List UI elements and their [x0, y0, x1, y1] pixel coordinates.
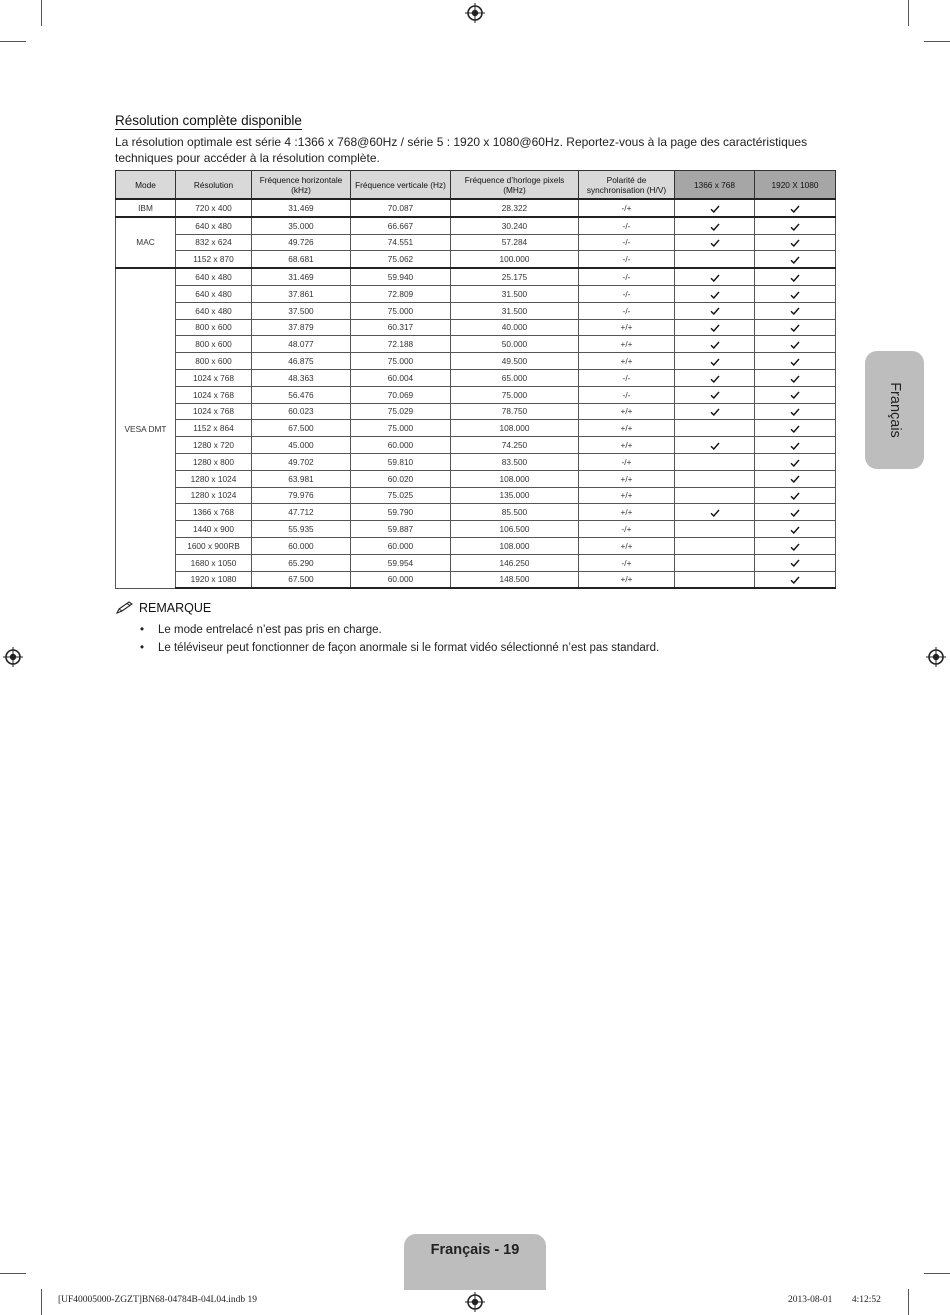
table-row: [116, 268, 836, 285]
cell-support-1366x768: [675, 386, 755, 403]
cell-resolution: 640 x 480: [176, 268, 252, 285]
checkmark-icon: [710, 391, 720, 399]
cell-sync-polarity: +/+: [579, 319, 675, 336]
table-row: [116, 571, 836, 588]
header-horizontal-frequency: Fréquence horizontale (kHz): [252, 171, 351, 200]
cell-resolution: 640 x 480: [176, 285, 252, 302]
cell-horizontal-frequency: 45.000: [252, 437, 351, 454]
table-row: [116, 386, 836, 403]
table-header-row: [116, 171, 836, 200]
checkmark-icon: [790, 543, 800, 551]
cell-support-1920x1080: [755, 470, 836, 487]
cell-sync-polarity: +/+: [579, 537, 675, 554]
cell-support-1366x768: [675, 554, 755, 571]
cell-sync-polarity: -/-: [579, 302, 675, 319]
header-1920x1080: 1920 X 1080: [755, 171, 836, 200]
cell-horizontal-frequency: 49.702: [252, 453, 351, 470]
cell-horizontal-frequency: 31.469: [252, 199, 351, 217]
cell-pixel-clock: 30.240: [451, 217, 579, 234]
checkmark-icon: [790, 492, 800, 500]
cell-pixel-clock: 135.000: [451, 487, 579, 504]
table-row: [116, 369, 836, 386]
cell-vertical-frequency: 72.809: [351, 285, 451, 302]
cell-sync-polarity: -/+: [579, 554, 675, 571]
cell-resolution: 1280 x 1024: [176, 487, 252, 504]
cell-resolution: 1366 x 768: [176, 504, 252, 521]
cell-horizontal-frequency: 49.726: [252, 234, 351, 251]
cell-support-1920x1080: [755, 504, 836, 521]
cell-resolution: 1152 x 864: [176, 420, 252, 437]
checkmark-icon: [790, 358, 800, 366]
cell-support-1366x768: [675, 453, 755, 470]
cell-support-1366x768: [675, 199, 755, 217]
checkmark-icon: [790, 576, 800, 584]
cell-horizontal-frequency: 48.363: [252, 369, 351, 386]
cell-support-1366x768: [675, 437, 755, 454]
cell-pixel-clock: 25.175: [451, 268, 579, 285]
cell-support-1366x768: [675, 470, 755, 487]
table-row: [116, 420, 836, 437]
table-row: [116, 302, 836, 319]
bullet: •: [140, 624, 145, 636]
cell-resolution: 800 x 600: [176, 336, 252, 353]
table-row: [116, 470, 836, 487]
checkmark-icon: [790, 341, 800, 349]
note-item: [140, 621, 659, 639]
cell-sync-polarity: +/+: [579, 487, 675, 504]
bullet: •: [140, 642, 145, 654]
cell-support-1366x768: [675, 537, 755, 554]
cell-support-1920x1080: [755, 234, 836, 251]
cell-support-1920x1080: [755, 369, 836, 386]
cell-resolution: 800 x 600: [176, 353, 252, 370]
table-row: [116, 285, 836, 302]
cell-pixel-clock: 106.500: [451, 521, 579, 538]
cell-horizontal-frequency: 48.077: [252, 336, 351, 353]
table-row: [116, 336, 836, 353]
table-row: [116, 504, 836, 521]
cell-support-1366x768: [675, 285, 755, 302]
registration-mark-icon: [926, 647, 946, 667]
cell-support-1920x1080: [755, 268, 836, 285]
cell-horizontal-frequency: 56.476: [252, 386, 351, 403]
cell-horizontal-frequency: 31.469: [252, 268, 351, 285]
cell-support-1920x1080: [755, 537, 836, 554]
cell-support-1920x1080: [755, 521, 836, 538]
cell-support-1366x768: [675, 217, 755, 234]
crop-mark: [908, 0, 909, 26]
cell-pixel-clock: 74.250: [451, 437, 579, 454]
header-resolution: Résolution: [176, 171, 252, 200]
cell-mode: MAC: [116, 217, 176, 268]
table-row: [116, 234, 836, 251]
cell-sync-polarity: +/+: [579, 571, 675, 588]
cell-support-1366x768: [675, 353, 755, 370]
cell-vertical-frequency: 75.062: [351, 251, 451, 268]
cell-resolution: 1280 x 720: [176, 437, 252, 454]
cell-horizontal-frequency: 68.681: [252, 251, 351, 268]
cell-horizontal-frequency: 37.500: [252, 302, 351, 319]
cell-sync-polarity: -/+: [579, 453, 675, 470]
cell-support-1920x1080: [755, 437, 836, 454]
cell-support-1920x1080: [755, 302, 836, 319]
cell-vertical-frequency: 74.551: [351, 234, 451, 251]
checkmark-icon: [790, 256, 800, 264]
table-row: [116, 554, 836, 571]
cell-resolution: 1024 x 768: [176, 369, 252, 386]
checkmark-icon: [710, 223, 720, 231]
intro-text: La résolution optimale est série 4 :1366 x 768@60Hz / série 5 : 1920 x 1080@60Hz. Reportez-vous à la page des caractéristiques techniques pour accéder à la résolution complète.: [115, 135, 808, 165]
cell-support-1920x1080: [755, 217, 836, 234]
cell-sync-polarity: +/+: [579, 504, 675, 521]
cell-support-1920x1080: [755, 571, 836, 588]
crop-mark: [924, 41, 950, 42]
cell-vertical-frequency: 75.000: [351, 420, 451, 437]
cell-support-1366x768: [675, 571, 755, 588]
note-item: [140, 639, 659, 657]
cell-support-1920x1080: [755, 420, 836, 437]
table-row: [116, 199, 836, 217]
checkmark-icon: [710, 358, 720, 366]
crop-mark: [0, 41, 26, 42]
table-row: [116, 353, 836, 370]
checkmark-icon: [790, 223, 800, 231]
cell-pixel-clock: 31.500: [451, 285, 579, 302]
cell-horizontal-frequency: 60.000: [252, 537, 351, 554]
cell-support-1366x768: [675, 302, 755, 319]
cell-vertical-frequency: 60.000: [351, 571, 451, 588]
note-heading: [115, 601, 211, 615]
cell-support-1366x768: [675, 251, 755, 268]
cell-resolution: 1680 x 1050: [176, 554, 252, 571]
cell-vertical-frequency: 59.810: [351, 453, 451, 470]
cell-support-1366x768: [675, 234, 755, 251]
checkmark-icon: [710, 375, 720, 383]
cell-vertical-frequency: 70.087: [351, 199, 451, 217]
header-pixel-clock: Fréquence d’horloge pixels (MHz): [451, 171, 579, 200]
checkmark-icon: [790, 239, 800, 247]
cell-vertical-frequency: 60.317: [351, 319, 451, 336]
cell-horizontal-frequency: 79.976: [252, 487, 351, 504]
checkmark-icon: [790, 442, 800, 450]
cell-sync-polarity: +/+: [579, 420, 675, 437]
cell-support-1920x1080: [755, 554, 836, 571]
header-sync-polarity: Polarité de synchronisation (H/V): [579, 171, 675, 200]
cell-pixel-clock: 28.322: [451, 199, 579, 217]
checkmark-icon: [790, 324, 800, 332]
cell-vertical-frequency: 66.667: [351, 217, 451, 234]
cell-resolution: 720 x 400: [176, 199, 252, 217]
cell-pixel-clock: 49.500: [451, 353, 579, 370]
registration-mark-icon: [3, 647, 23, 667]
crop-mark: [908, 1289, 909, 1315]
cell-mode: VESA DMT: [116, 268, 176, 588]
checkmark-icon: [710, 341, 720, 349]
note-text: Le téléviseur peut fonctionner de façon anormale si le format vidéo sélectionné n’est pas standard.: [158, 642, 660, 654]
cell-vertical-frequency: 75.025: [351, 487, 451, 504]
cell-pixel-clock: 85.500: [451, 504, 579, 521]
cell-pixel-clock: 40.000: [451, 319, 579, 336]
cell-horizontal-frequency: 67.500: [252, 420, 351, 437]
checkmark-icon: [790, 291, 800, 299]
cell-pixel-clock: 146.250: [451, 554, 579, 571]
cell-horizontal-frequency: 63.981: [252, 470, 351, 487]
cell-vertical-frequency: 59.954: [351, 554, 451, 571]
cell-horizontal-frequency: 65.290: [252, 554, 351, 571]
cell-horizontal-frequency: 35.000: [252, 217, 351, 234]
note-text: Le mode entrelacé n’est pas pris en charge.: [158, 624, 382, 636]
checkmark-icon: [790, 274, 800, 282]
crop-mark: [41, 1289, 42, 1315]
checkmark-icon: [710, 239, 720, 247]
crop-mark: [41, 0, 42, 26]
cell-pixel-clock: 108.000: [451, 420, 579, 437]
cell-resolution: 1280 x 800: [176, 453, 252, 470]
cell-sync-polarity: -/-: [579, 386, 675, 403]
resolution-table: [115, 170, 836, 589]
page-number-tab: [404, 1234, 546, 1290]
registration-mark-icon: [465, 3, 485, 23]
checkmark-icon: [710, 442, 720, 450]
table-row: [116, 537, 836, 554]
cell-resolution: 640 x 480: [176, 302, 252, 319]
cell-pixel-clock: 148.500: [451, 571, 579, 588]
checkmark-icon: [710, 205, 720, 213]
cell-sync-polarity: +/+: [579, 336, 675, 353]
cell-pixel-clock: 57.284: [451, 234, 579, 251]
cell-horizontal-frequency: 47.712: [252, 504, 351, 521]
checkmark-icon: [790, 526, 800, 534]
table-body: [116, 199, 836, 588]
cell-resolution: 640 x 480: [176, 217, 252, 234]
cell-resolution: 1280 x 1024: [176, 470, 252, 487]
cell-resolution: 1152 x 870: [176, 251, 252, 268]
cell-pixel-clock: 31.500: [451, 302, 579, 319]
checkmark-icon: [790, 307, 800, 315]
cell-support-1920x1080: [755, 353, 836, 370]
cell-support-1366x768: [675, 403, 755, 420]
page-number-label: Français - 19: [430, 1242, 520, 1258]
cell-sync-polarity: -/-: [579, 251, 675, 268]
table-row: [116, 319, 836, 336]
cell-support-1920x1080: [755, 251, 836, 268]
cell-resolution: 1600 x 900RB: [176, 537, 252, 554]
cell-horizontal-frequency: 60.023: [252, 403, 351, 420]
cell-pixel-clock: 65.000: [451, 369, 579, 386]
note-list: [140, 621, 659, 657]
checkmark-icon: [710, 324, 720, 332]
cell-sync-polarity: -/-: [579, 234, 675, 251]
cell-sync-polarity: -/-: [579, 217, 675, 234]
language-side-tab-label: Français: [886, 382, 903, 438]
table-row: [116, 251, 836, 268]
crop-mark: [0, 1273, 26, 1274]
cell-vertical-frequency: 75.000: [351, 302, 451, 319]
footer-timestamp: 2013-08-01 ￿￿ 4:12:52: [788, 1295, 881, 1305]
cell-resolution: 800 x 600: [176, 319, 252, 336]
pencil-icon: [115, 601, 135, 615]
cell-sync-polarity: -/+: [579, 199, 675, 217]
cell-pixel-clock: 83.500: [451, 453, 579, 470]
table-row: [116, 521, 836, 538]
cell-sync-polarity: +/+: [579, 437, 675, 454]
cell-resolution: 832 x 624: [176, 234, 252, 251]
cell-support-1920x1080: [755, 285, 836, 302]
crop-mark: [924, 1273, 950, 1274]
cell-vertical-frequency: 60.000: [351, 437, 451, 454]
cell-sync-polarity: -/-: [579, 285, 675, 302]
section-title: Résolution complète disponible: [115, 113, 302, 128]
cell-vertical-frequency: 59.940: [351, 268, 451, 285]
table-row: [116, 487, 836, 504]
cell-resolution: 1920 x 1080: [176, 571, 252, 588]
cell-sync-polarity: -/-: [579, 369, 675, 386]
checkmark-icon: [790, 559, 800, 567]
cell-support-1920x1080: [755, 336, 836, 353]
checkmark-icon: [710, 509, 720, 517]
table-row: [116, 403, 836, 420]
checkmark-icon: [790, 375, 800, 383]
cell-pixel-clock: 108.000: [451, 470, 579, 487]
footer-file-info: [UF40005000-ZGZT]BN68-04784B-04L04.indb 19: [58, 1295, 257, 1305]
cell-vertical-frequency: 59.887: [351, 521, 451, 538]
checkmark-icon: [710, 274, 720, 282]
cell-mode: IBM: [116, 199, 176, 217]
cell-vertical-frequency: 70.069: [351, 386, 451, 403]
cell-horizontal-frequency: 37.861: [252, 285, 351, 302]
cell-resolution: 1440 x 900: [176, 521, 252, 538]
checkmark-icon: [790, 459, 800, 467]
cell-support-1920x1080: [755, 386, 836, 403]
cell-horizontal-frequency: 37.879: [252, 319, 351, 336]
cell-pixel-clock: 50.000: [451, 336, 579, 353]
cell-support-1920x1080: [755, 319, 836, 336]
cell-support-1366x768: [675, 420, 755, 437]
cell-sync-polarity: -/+: [579, 521, 675, 538]
note-title: REMARQUE: [139, 601, 212, 615]
cell-support-1366x768: [675, 369, 755, 386]
cell-support-1366x768: [675, 521, 755, 538]
cell-vertical-frequency: 60.020: [351, 470, 451, 487]
cell-vertical-frequency: 75.029: [351, 403, 451, 420]
cell-support-1366x768: [675, 504, 755, 521]
cell-sync-polarity: +/+: [579, 353, 675, 370]
cell-support-1366x768: [675, 319, 755, 336]
cell-sync-polarity: +/+: [579, 470, 675, 487]
table-row: [116, 217, 836, 234]
checkmark-icon: [710, 408, 720, 416]
header-vertical-frequency: Fréquence verticale (Hz): [351, 171, 451, 200]
checkmark-icon: [790, 391, 800, 399]
cell-pixel-clock: 75.000: [451, 386, 579, 403]
cell-support-1920x1080: [755, 453, 836, 470]
cell-pixel-clock: 108.000: [451, 537, 579, 554]
cell-support-1920x1080: [755, 199, 836, 217]
cell-pixel-clock: 78.750: [451, 403, 579, 420]
checkmark-icon: [790, 205, 800, 213]
table-row: [116, 453, 836, 470]
checkmark-icon: [710, 307, 720, 315]
cell-resolution: 1024 x 768: [176, 403, 252, 420]
cell-support-1366x768: [675, 487, 755, 504]
header-1366x768: 1366 x 768: [675, 171, 755, 200]
cell-support-1920x1080: [755, 403, 836, 420]
cell-support-1920x1080: [755, 487, 836, 504]
cell-sync-polarity: -/-: [579, 268, 675, 285]
cell-support-1366x768: [675, 336, 755, 353]
cell-vertical-frequency: 72.188: [351, 336, 451, 353]
cell-vertical-frequency: 60.004: [351, 369, 451, 386]
checkmark-icon: [790, 509, 800, 517]
checkmark-icon: [790, 408, 800, 416]
registration-mark-icon: [465, 1292, 485, 1312]
table-row: [116, 437, 836, 454]
cell-horizontal-frequency: 46.875: [252, 353, 351, 370]
cell-horizontal-frequency: 55.935: [252, 521, 351, 538]
checkmark-icon: [790, 425, 800, 433]
header-mode: Mode: [116, 171, 176, 200]
language-side-tab: [865, 351, 924, 469]
checkmark-icon: [710, 291, 720, 299]
cell-pixel-clock: 100.000: [451, 251, 579, 268]
cell-resolution: 1024 x 768: [176, 386, 252, 403]
cell-vertical-frequency: 60.000: [351, 537, 451, 554]
cell-vertical-frequency: 59.790: [351, 504, 451, 521]
cell-horizontal-frequency: 67.500: [252, 571, 351, 588]
checkmark-icon: [790, 475, 800, 483]
cell-sync-polarity: +/+: [579, 403, 675, 420]
cell-vertical-frequency: 75.000: [351, 353, 451, 370]
cell-support-1366x768: [675, 268, 755, 285]
